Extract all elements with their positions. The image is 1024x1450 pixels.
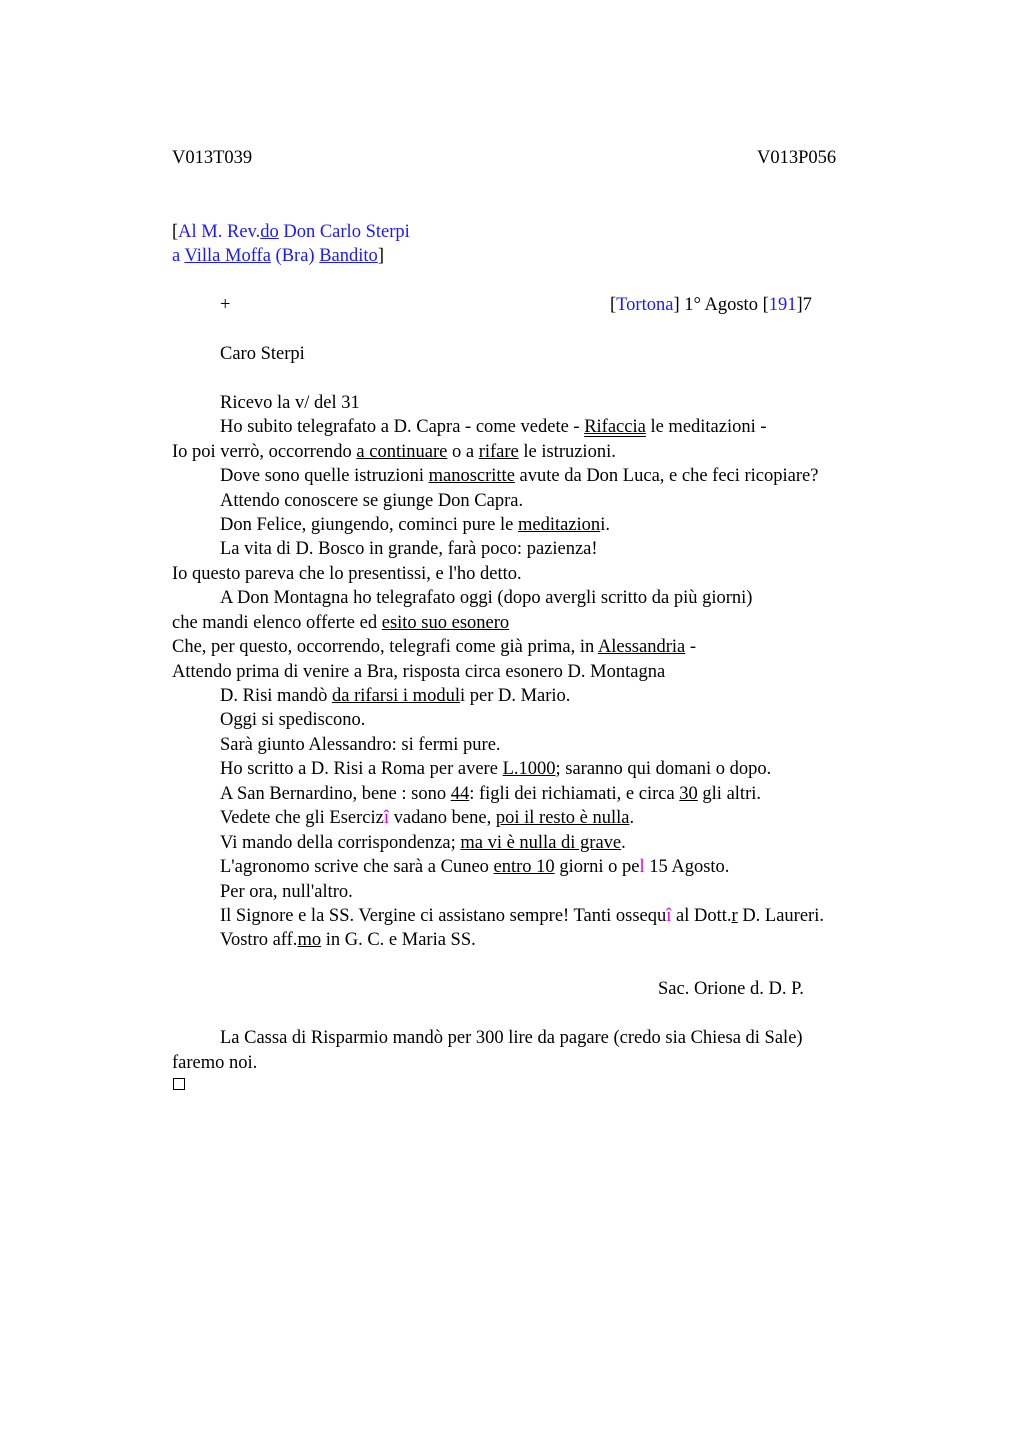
address-villa: Villa Moffa	[184, 246, 271, 266]
cross-mark: +	[220, 295, 231, 315]
text: Ho scritto a D. Risi a Roma per avere	[220, 759, 503, 779]
text-underlined: L.1000	[502, 759, 556, 779]
text: L'agronomo scrive che sarà a Cuneo	[220, 857, 494, 877]
body-line-9: A Don Montagna ho telegrafato oggi (dopo avergli scritto da più giorni)	[220, 588, 753, 608]
body-line-17	[220, 782, 761, 806]
body-line-16	[220, 757, 771, 781]
body-line-4	[220, 464, 818, 488]
body-line-20	[220, 855, 729, 879]
date-year-end: ]7	[796, 295, 812, 315]
text: .	[621, 833, 626, 853]
text-underlined: 30	[679, 784, 698, 804]
body-line-21: Per ora, null'altro.	[220, 882, 353, 902]
text: 15 Agosto.	[644, 857, 730, 877]
text: Dove sono quelle istruzioni	[220, 466, 429, 486]
text: Il Signore e la SS. Vergine ci assistano sempre! Tanti ossequ	[220, 906, 667, 926]
text-magenta: l	[639, 857, 645, 877]
text-underlined: mo	[297, 930, 322, 950]
body-line-2	[220, 415, 767, 439]
date-place: Tortona	[616, 295, 674, 315]
text: le istruzioni.	[518, 442, 616, 462]
text: o a	[447, 442, 479, 462]
address-line-2	[172, 244, 384, 268]
body-line-10	[172, 611, 509, 635]
text-underlined: esito suo esonero	[381, 613, 510, 633]
bracket-close: ]	[377, 246, 384, 266]
address-town: (Bra)	[270, 246, 320, 266]
text-with-accent: Vedete che gli Esercizî	[220, 808, 389, 828]
text-magenta: î	[666, 906, 672, 926]
text: vadano bene,	[389, 808, 496, 828]
text: in G. C. e Maria SS.	[321, 930, 476, 950]
body-line-14: Oggi si spediscono.	[220, 710, 366, 730]
header-right-code: V013P056	[757, 148, 837, 168]
body-line-7: La vita di D. Bosco in grande, farà poco: pazienza!	[220, 539, 598, 559]
body-line-23	[220, 928, 476, 952]
date-bracket-1: [	[610, 295, 617, 315]
empty-square-icon	[173, 1078, 185, 1090]
text: -	[685, 637, 697, 657]
text-underlined: manoscritte	[428, 466, 515, 486]
body-line-8: Io questo pareva che lo presentissi, e l'ho detto.	[172, 564, 522, 584]
body-line-1: Ricevo la v/ del 31	[220, 393, 360, 413]
body-line-6	[220, 513, 610, 537]
text: Che, per questo, occorrendo, telegrafi come già prima, in	[172, 637, 598, 657]
text-underlined: da rifarsi i modul	[332, 686, 460, 706]
signature: Sac. Orione d. D. P.	[658, 979, 804, 999]
text: i.	[600, 515, 610, 535]
text: Ho subito telegrafato a D. Capra - come vedete -	[220, 417, 585, 437]
body-line-15: Sarà giunto Alessandro: si fermi pure.	[220, 735, 501, 755]
body-line-18	[220, 806, 634, 830]
body-line-12: Attendo prima di venire a Bra, risposta circa esonero D. Montagna	[172, 662, 666, 682]
text: A San Bernardino, bene : sono	[220, 784, 451, 804]
body-line-22	[220, 904, 824, 928]
text: giorni o pe	[554, 857, 640, 877]
text: le meditazioni -	[645, 417, 767, 437]
text: : figli dei richiamati, e circa	[469, 784, 680, 804]
body-line-5: Attendo conoscere se giunge Don Capra.	[220, 491, 524, 511]
address-title: Al M. Rev.	[178, 222, 261, 242]
text: Vostro aff.	[220, 930, 298, 950]
postscript-line-2: faremo noi.	[172, 1053, 258, 1073]
text: Io poi verrò, occorrendo	[172, 442, 357, 462]
body-line-13	[220, 684, 570, 708]
text-underlined: entro 10	[493, 857, 555, 877]
address-line-1	[172, 220, 410, 244]
postscript-line-1: La Cassa di Risparmio mandò per 300 lire da pagare (credo sia Chiesa di Sale)	[220, 1028, 803, 1048]
text: D. Risi mandò	[220, 686, 333, 706]
text: avute da Don Luca, e che feci ricopiare?	[514, 466, 819, 486]
text: .	[629, 808, 635, 828]
body-line-19	[220, 831, 626, 855]
text-underlined: a continuare	[356, 442, 448, 462]
text-underlined: Rifaccia	[584, 417, 646, 437]
text: gli altri.	[697, 784, 761, 804]
address-recipient: Don Carlo Sterpi	[278, 222, 410, 242]
text-underlined: 44	[450, 784, 470, 804]
date-year-part: 191	[768, 295, 797, 315]
text: Vi mando della corrispondenza;	[220, 833, 461, 853]
text-underlined: rifare	[478, 442, 519, 462]
text-magenta: î	[383, 808, 389, 828]
body-line-11	[172, 635, 696, 659]
address-bandito: Bandito	[319, 246, 378, 266]
salutation: Caro Sterpi	[220, 344, 305, 364]
text: D. Laureri.	[737, 906, 824, 926]
body-line-3	[172, 440, 616, 464]
text: Don Felice, giungendo, cominci pure le	[220, 515, 518, 535]
bracket-open: [	[172, 222, 179, 242]
text-underlined: r	[731, 906, 738, 926]
date-day-month: ] 1° Agosto [	[673, 295, 769, 315]
dateline	[610, 293, 812, 317]
text-underlined: Alessandria	[597, 637, 686, 657]
address-title-superscript: do	[260, 222, 279, 242]
text-underlined: meditazion	[517, 515, 601, 535]
text: ; saranno qui domani o dopo.	[555, 759, 772, 779]
text: al Dott.	[671, 906, 732, 926]
text-underlined: poi il resto è nulla	[495, 808, 630, 828]
text: che mandi elenco offerte ed	[172, 613, 382, 633]
text-underlined: ma vi è nulla di grave	[460, 833, 622, 853]
text: i per D. Mario.	[459, 686, 571, 706]
address-prep: a	[172, 246, 185, 266]
header-left-code: V013T039	[172, 148, 253, 168]
